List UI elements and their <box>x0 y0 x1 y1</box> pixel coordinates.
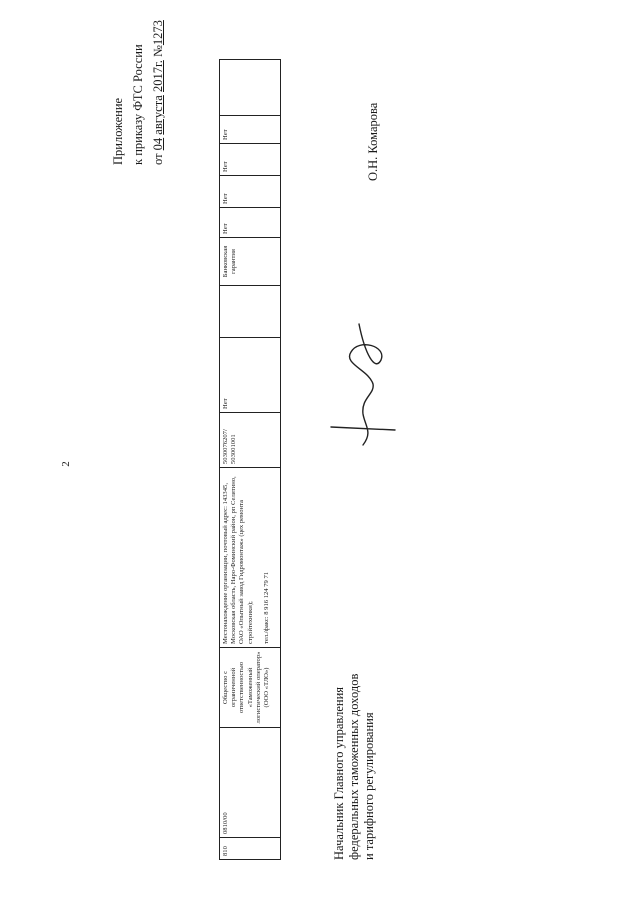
signatory-position-line1: Начальник Главного управления <box>332 686 346 860</box>
cell-address: Местонахождение организации, почтовый адрес: 143345, Московская область, Наро-Фоминский район, рп Селятино, ОАО «Опытный завод Гидромонтаж» (цех ремонта стройтехники); <box>222 476 254 644</box>
order-day: 04 <box>151 137 165 151</box>
cell-number: 810 <box>220 838 281 860</box>
cell-col11: Нет <box>220 144 281 176</box>
order-month: августа <box>151 95 165 135</box>
signatory-position <box>332 600 377 860</box>
cell-col9: Нет <box>220 208 281 238</box>
order-date-number <box>148 0 168 165</box>
signature <box>325 320 400 450</box>
cell-col6: Нет <box>220 338 281 413</box>
signatory-name: О.Н. Комарова <box>366 102 380 181</box>
signatory-position-line3: и тарифного регулирования <box>362 712 376 860</box>
cell-col13 <box>220 60 281 116</box>
date-prefix: от <box>151 153 165 165</box>
appendix-header <box>108 0 168 165</box>
cell-col10: Нет <box>220 176 281 208</box>
cell-phone: тел./факс: 8 916 124 79 71 <box>262 571 270 644</box>
number-prefix: № <box>151 45 165 58</box>
signatory-position-line2: федеральных таможенных доходов <box>347 673 361 860</box>
order-reference: к приказу ФТС России <box>131 44 145 165</box>
cell-registry-number: 0810/00 <box>220 728 281 838</box>
order-year: 2017г. <box>151 60 165 93</box>
page-number: 2 <box>60 461 72 467</box>
cell-location <box>220 468 281 648</box>
order-number: 1273 <box>151 20 165 46</box>
cell-organization-name: Общество с ограниченной ответственностью «Таможенный логистический оператор» (ООО «ТЛО») <box>220 648 281 728</box>
register-table <box>219 59 281 860</box>
appendix-title: Приложение <box>111 97 125 165</box>
table-row <box>220 60 281 860</box>
cell-guarantee: Банковская гарантия <box>220 238 281 286</box>
cell-col12: Нет <box>220 116 281 144</box>
cell-col7 <box>220 286 281 338</box>
cell-inn-kpp: 5030076207/ 503001001 <box>220 413 281 468</box>
